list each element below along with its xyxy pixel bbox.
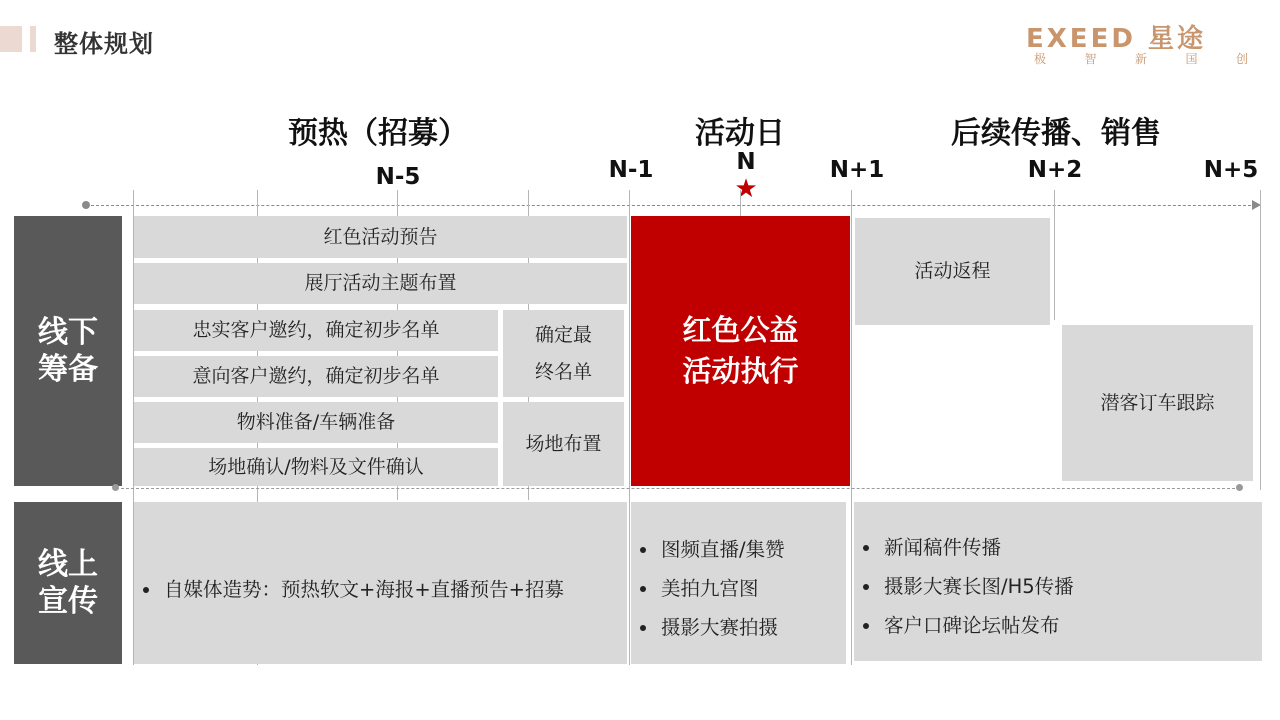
online-event-day-list <box>631 530 846 647</box>
grid-line <box>1054 190 1055 320</box>
task-final-list: 确定最 终名单 <box>503 310 624 397</box>
row-header-offline: 线下 筹备 <box>14 216 122 486</box>
list-item: • 新闻稿件传播 <box>882 528 1262 567</box>
tick-n-plus-5: N+5 <box>1203 157 1259 183</box>
task-loyal-invite: 忠实客户邀约，确定初步名单 <box>134 310 498 351</box>
online-preheat-box <box>134 502 627 664</box>
phase-title-preheat: 预热（招募） <box>288 116 468 151</box>
divider-dot <box>1236 484 1243 491</box>
online-followup-list <box>854 528 1262 645</box>
divider-dot <box>112 484 119 491</box>
grid-line <box>1260 190 1261 490</box>
list-item: • 客户口碑论坛帖发布 <box>882 606 1262 645</box>
online-followup-box <box>854 502 1262 661</box>
task-intent-invite: 意向客户邀约，确定初步名单 <box>134 356 498 397</box>
list-item: • 自媒体造势：预热软文+海报+直播预告+招募 <box>162 570 627 609</box>
tick-n-plus-1: N+1 <box>829 157 885 183</box>
phase-title-event-day: 活动日 <box>695 116 785 151</box>
phase-title-followup: 后续传播、销售 <box>951 116 1161 151</box>
tick-n-plus-2: N+2 <box>1027 157 1083 183</box>
star-icon: ★ <box>734 174 758 204</box>
task-lead-followup: 潜客订车跟踪 <box>1062 325 1253 481</box>
list-item: • 图频直播/集赞 <box>659 530 846 569</box>
list-item: • 美拍九宫图 <box>659 569 846 608</box>
list-item: • 摄影大赛拍摄 <box>659 608 846 647</box>
task-event-return: 活动返程 <box>855 218 1050 325</box>
task-red-preview: 红色活动预告 <box>134 216 627 258</box>
list-item: • 摄影大赛长图/H5传播 <box>882 567 1262 606</box>
task-venue-setup: 场地布置 <box>503 402 624 486</box>
tick-n: N <box>736 149 756 175</box>
task-event-execution: 红色公益 活动执行 <box>631 216 850 486</box>
row-header-online: 线上 宣传 <box>14 502 122 664</box>
section-divider <box>116 488 1240 489</box>
timeline-start-dot <box>82 201 90 209</box>
online-event-day-box <box>631 502 846 664</box>
title-decoration <box>30 26 36 52</box>
title-decoration <box>0 26 22 52</box>
page-title: 整体规划 <box>54 30 154 58</box>
task-showroom-theme: 展厅活动主题布置 <box>134 263 627 304</box>
logo-wordmark: EXEED 星途 <box>1026 24 1206 54</box>
online-preheat-list <box>134 570 627 609</box>
logo-slogan: 极 智 新 国 创 <box>1034 52 1248 66</box>
timeline-axis <box>86 205 1256 206</box>
task-material-prep: 物料准备/车辆准备 <box>134 402 498 443</box>
grid-line <box>851 190 852 665</box>
task-venue-confirm: 场地确认/物料及文件确认 <box>134 448 498 486</box>
exeed-logo <box>1026 18 1250 70</box>
tick-n-minus-1: N-1 <box>608 157 654 183</box>
tick-n-minus-5: N-5 <box>375 164 421 190</box>
grid-line <box>629 190 630 665</box>
